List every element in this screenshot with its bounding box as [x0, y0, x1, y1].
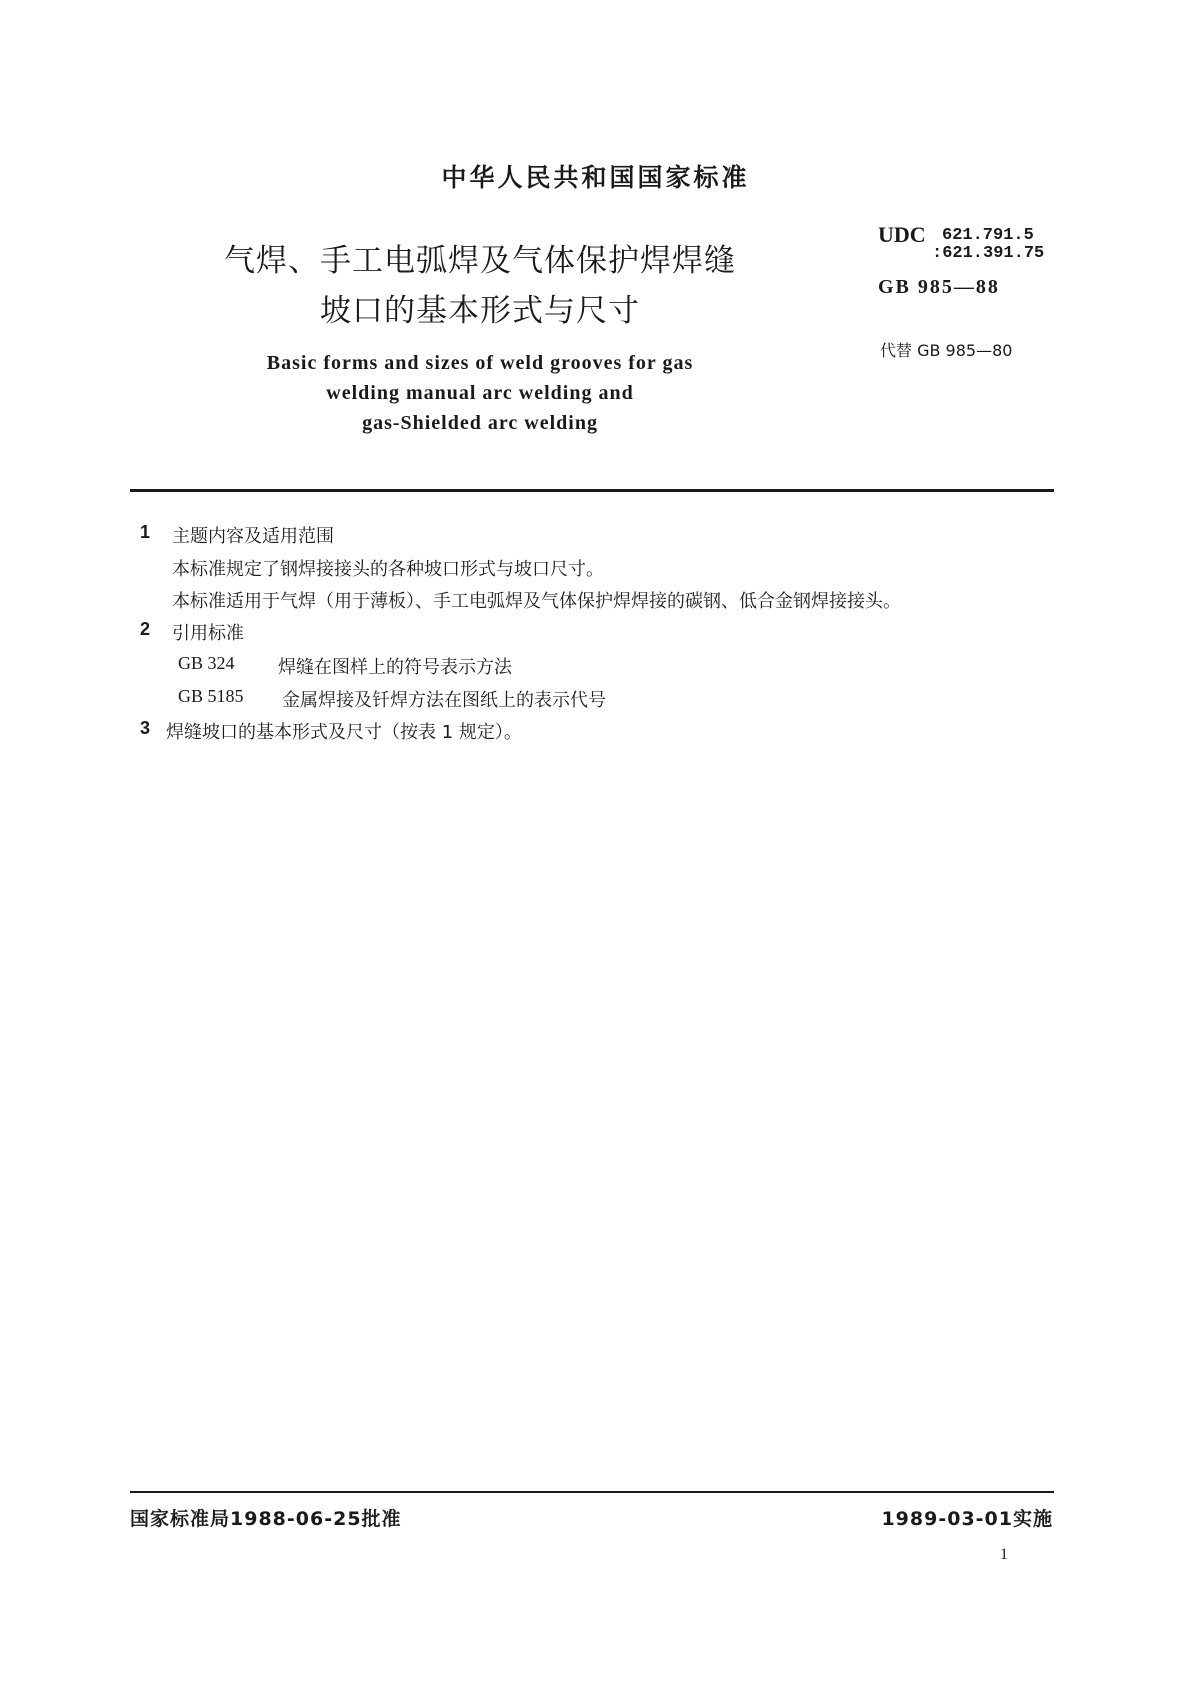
- replaces-standard: 代替 GB 985—80: [880, 341, 1013, 360]
- title-cn-line-1: 气焊、手工电弧焊及气体保护焊焊缝: [224, 243, 736, 279]
- udc-number-line-2: :621.391.75: [932, 244, 1045, 263]
- section-2-number: 2: [140, 619, 151, 639]
- section-1-heading: 主题内容及适用范围: [172, 526, 334, 547]
- reference-2-code: GB 5185: [178, 686, 244, 706]
- approval-date: 国家标准局1988-06-25批准: [130, 1508, 402, 1530]
- header-divider: [130, 489, 1054, 492]
- gb-standard-number: GB 985—88: [878, 276, 1000, 298]
- section-3-heading: 焊缝坡口的基本形式及尺寸（按表 1 规定）。: [166, 722, 522, 743]
- section-1-number: 1: [140, 522, 151, 542]
- page-number: 1: [1000, 1546, 1008, 1563]
- udc-label: UDC: [878, 222, 926, 247]
- reference-1-title: 焊缝在图样上的符号表示方法: [278, 657, 512, 678]
- footer-divider: [130, 1491, 1054, 1493]
- section-1-paragraph-2: 本标准适用于气焊（用于薄板）、手工电弧焊及气体保护焊焊接的碳钢、低合金钢焊接接头。: [172, 591, 901, 612]
- reference-1-code: GB 324: [178, 653, 235, 673]
- section-3-number: 3: [140, 718, 151, 738]
- title-en-line-2: welding manual arc welding and: [326, 382, 634, 404]
- implementation-date: 1989-03-01实施: [881, 1508, 1053, 1530]
- reference-2-title: 金属焊接及钎焊方法在图纸上的表示代号: [282, 690, 606, 711]
- title-en-line-3: gas-Shielded arc welding: [362, 412, 598, 434]
- title-en-line-1: Basic forms and sizes of weld grooves for gas: [266, 352, 694, 374]
- udc-number-line-1: 621.791.5: [942, 226, 1034, 245]
- section-1-paragraph-1: 本标准规定了钢焊接接头的各种坡口形式与坡口尺寸。: [172, 559, 604, 580]
- section-2-heading: 引用标准: [172, 623, 244, 644]
- title-cn-line-2: 坡口的基本形式与尺寸: [320, 293, 640, 329]
- standard-type-header: 中华人民共和国国家标准: [441, 163, 750, 192]
